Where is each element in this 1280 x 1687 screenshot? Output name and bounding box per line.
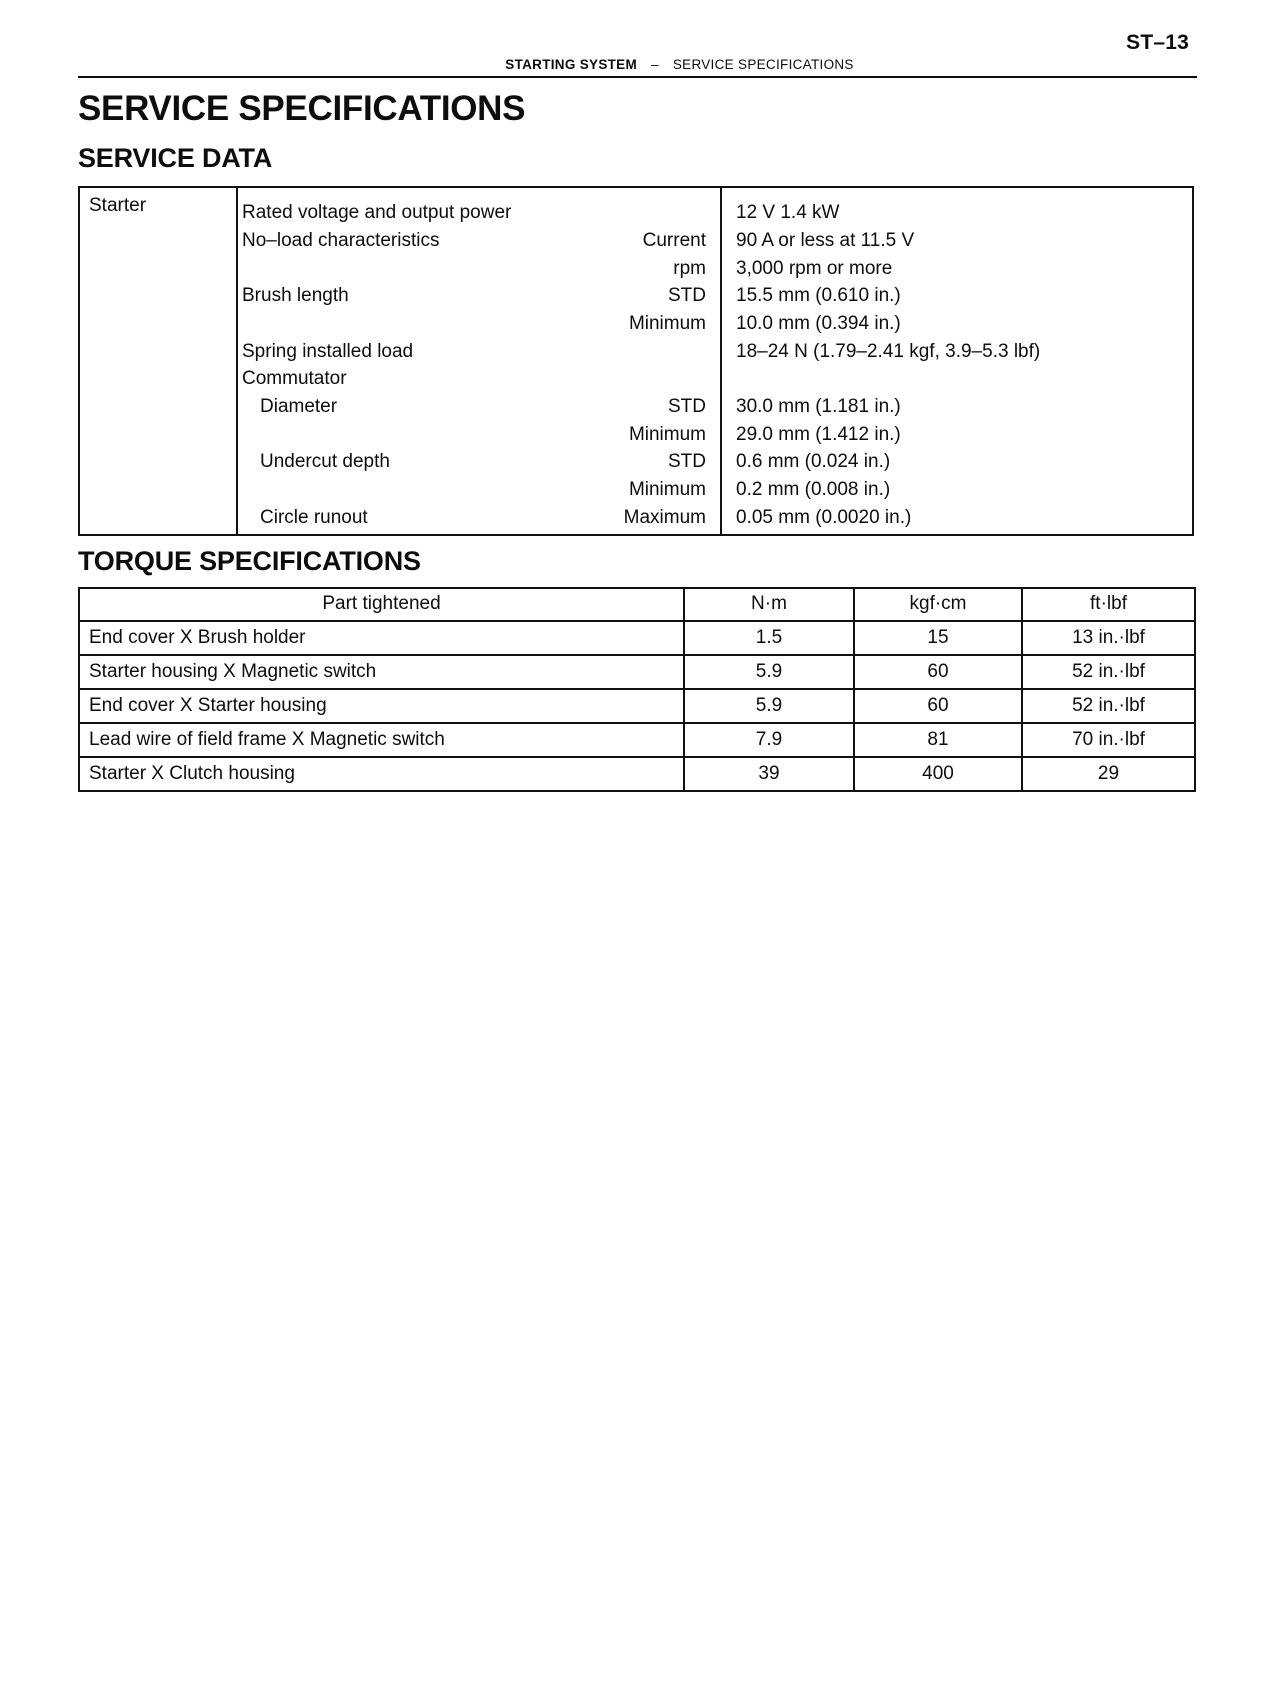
spec-label: Diameter — [260, 396, 338, 418]
torque-cell-ftlbf: 52 in.·lbf — [1022, 655, 1195, 689]
breadcrumb-subsection: SERVICE SPECIFICATIONS — [672, 57, 854, 72]
spec-label: Circle runout — [260, 506, 368, 528]
service-data-line — [238, 449, 1192, 477]
breadcrumb-section: STARTING SYSTEM — [505, 57, 638, 72]
spec-value: 29.0 mm (1.412 in.) — [736, 423, 901, 445]
torque-row — [79, 757, 1195, 791]
spec-label: Undercut depth — [260, 451, 390, 473]
manual-page — [78, 31, 1197, 792]
torque-cell-kgfcm: 60 — [854, 655, 1022, 689]
spec-qualifier: Minimum — [628, 313, 706, 335]
service-line-mid — [238, 285, 720, 307]
torque-cell-part: Lead wire of field frame X Magnetic switch — [79, 723, 684, 757]
service-line-mid — [238, 451, 720, 473]
torque-cell-nm: 39 — [684, 757, 854, 791]
torque-column-header-part: Part tightened — [79, 588, 684, 621]
spec-value: 18–24 N (1.79–2.41 kgf, 3.9–5.3 lbf) — [736, 340, 1041, 362]
spec-qualifier: Minimum — [628, 423, 706, 445]
service-line-mid — [238, 230, 720, 252]
service-data-line — [238, 338, 1192, 366]
spec-value: 3,000 rpm or more — [736, 257, 893, 279]
service-data-lines — [238, 199, 1192, 531]
torque-cell-part: End cover X Brush holder — [79, 621, 684, 655]
torque-row — [79, 655, 1195, 689]
service-line-mid — [238, 258, 720, 280]
torque-cell-nm: 5.9 — [684, 655, 854, 689]
service-data-line — [238, 310, 1192, 338]
service-line-mid — [238, 368, 720, 390]
service-line-mid — [238, 313, 720, 335]
service-data-line — [238, 199, 1192, 227]
torque-cell-part: End cover X Starter housing — [79, 689, 684, 723]
service-line-mid — [238, 479, 720, 501]
torque-row — [79, 723, 1195, 757]
spec-label: Commutator — [242, 368, 347, 390]
service-data-line — [238, 255, 1192, 283]
spec-value: 0.05 mm (0.0020 in.) — [736, 506, 912, 528]
spec-value: 0.2 mm (0.008 in.) — [736, 479, 891, 501]
service-line-mid — [238, 202, 720, 224]
service-data-heading: SERVICE DATA — [78, 143, 273, 174]
spec-label: No–load characteristics — [242, 229, 440, 251]
service-line-mid — [238, 396, 720, 418]
torque-column-header-ftlbf: ft·lbf — [1022, 588, 1195, 621]
spec-value: 0.6 mm (0.024 in.) — [736, 451, 891, 473]
spec-label: Spring installed load — [242, 340, 414, 362]
component-cell: Starter — [89, 195, 147, 217]
service-data-line — [238, 366, 1192, 394]
spec-value: 12 V 1.4 kW — [736, 202, 840, 224]
spec-qualifier: STD — [668, 285, 706, 307]
header-rule — [78, 76, 1197, 78]
torque-cell-nm: 1.5 — [684, 621, 854, 655]
spec-value: 90 A or less at 11.5 V — [736, 229, 915, 251]
torque-cell-part: Starter X Clutch housing — [79, 757, 684, 791]
torque-cell-ftlbf: 13 in.·lbf — [1022, 621, 1195, 655]
breadcrumb-separator: – — [651, 57, 659, 72]
service-data-line — [238, 476, 1192, 504]
torque-column-header-kgfcm: kgf·cm — [854, 588, 1022, 621]
torque-cell-ftlbf: 29 — [1022, 757, 1195, 791]
torque-cell-kgfcm: 60 — [854, 689, 1022, 723]
service-line-mid — [238, 341, 720, 363]
torque-cell-nm: 5.9 — [684, 689, 854, 723]
torque-cell-nm: 7.9 — [684, 723, 854, 757]
spec-qualifier: STD — [668, 396, 706, 418]
torque-header-row — [79, 588, 1195, 621]
spec-qualifier: rpm — [673, 257, 706, 279]
torque-specifications-heading: TORQUE SPECIFICATIONS — [78, 546, 421, 577]
spec-label: Brush length — [242, 285, 349, 307]
spec-label: Rated voltage and output power — [242, 202, 512, 224]
torque-table — [78, 587, 1196, 792]
service-line-mid — [238, 424, 720, 446]
torque-row — [79, 621, 1195, 655]
spec-value: 10.0 mm (0.394 in.) — [736, 313, 901, 335]
service-data-line — [238, 504, 1192, 532]
breadcrumb — [120, 57, 1239, 72]
page-title: SERVICE SPECIFICATIONS — [78, 89, 526, 128]
torque-cell-ftlbf: 52 in.·lbf — [1022, 689, 1195, 723]
spec-qualifier: STD — [668, 451, 706, 473]
torque-column-header-nm: N·m — [684, 588, 854, 621]
torque-cell-kgfcm: 15 — [854, 621, 1022, 655]
service-data-line — [238, 393, 1192, 421]
spec-qualifier: Minimum — [628, 479, 706, 501]
service-data-table — [78, 186, 1194, 536]
service-data-line — [238, 421, 1192, 449]
service-data-line — [238, 282, 1192, 310]
spec-value: 30.0 mm (1.181 in.) — [736, 396, 901, 418]
page-number: ST–13 — [1126, 31, 1189, 54]
torque-cell-ftlbf: 70 in.·lbf — [1022, 723, 1195, 757]
torque-cell-kgfcm: 81 — [854, 723, 1022, 757]
torque-cell-kgfcm: 400 — [854, 757, 1022, 791]
spec-value: 15.5 mm (0.610 in.) — [736, 285, 901, 307]
spec-qualifier: Current — [642, 229, 706, 251]
service-line-mid — [238, 507, 720, 529]
torque-cell-part: Starter housing X Magnetic switch — [79, 655, 684, 689]
service-data-line — [238, 227, 1192, 255]
spec-qualifier: Maximum — [623, 506, 706, 528]
torque-row — [79, 689, 1195, 723]
